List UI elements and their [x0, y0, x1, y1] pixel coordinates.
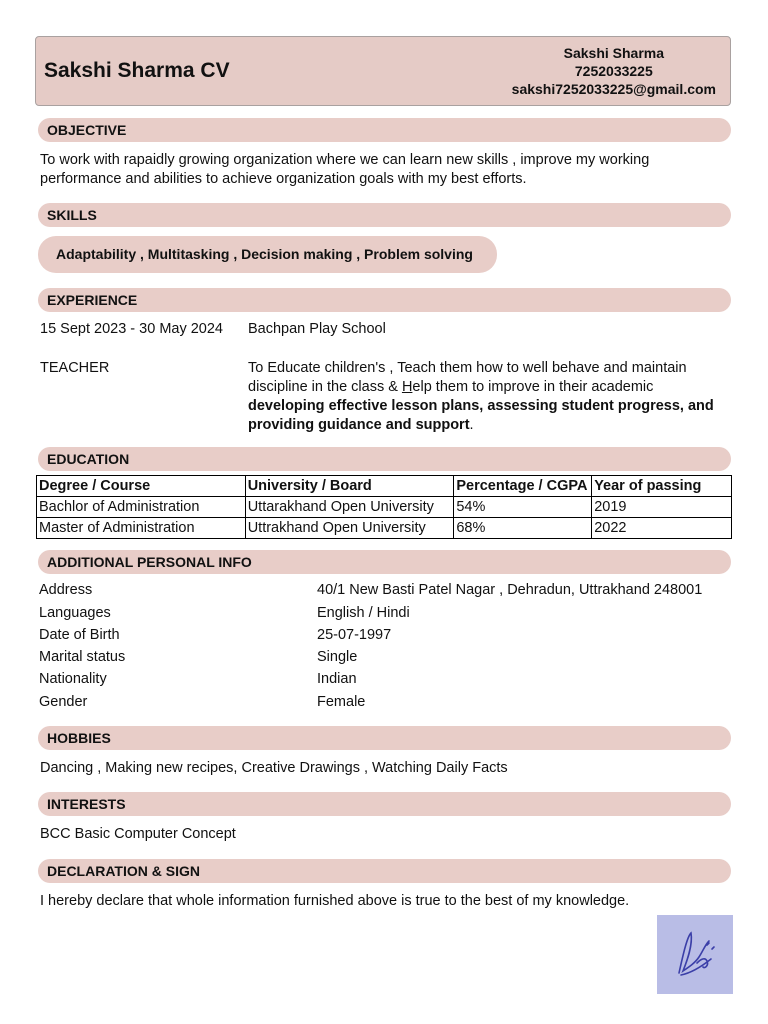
- personal-info-value: Female: [317, 694, 366, 710]
- education-header-row: [37, 476, 732, 497]
- personal-info-key: Gender: [39, 694, 88, 710]
- personal-info-value: 25-07-1997: [317, 627, 392, 643]
- section-experience-heading: EXPERIENCE: [38, 288, 731, 312]
- education-cell: 2022: [592, 518, 732, 539]
- cv-title: Sakshi Sharma CV: [44, 59, 230, 82]
- objective-line: performance and abilities to achieve organization goals with my best efforts.: [40, 171, 527, 187]
- experience-dates: 15 Sept 2023 - 30 May 2024: [40, 321, 223, 337]
- personal-info-key: Marital status: [39, 649, 126, 665]
- contact-email: sakshi7252033225@gmail.com: [511, 81, 716, 97]
- personal-info-key: Date of Birth: [39, 627, 120, 643]
- experience-company: Bachpan Play School: [248, 321, 386, 337]
- section-hobbies-heading: HOBBIES: [38, 726, 731, 750]
- desc-text: elp them to improve in their academic: [412, 379, 654, 395]
- desc-underlined-letter: H: [401, 379, 413, 395]
- personal-info-key: Nationality: [39, 671, 107, 687]
- experience-desc-bold-line: developing effective lesson plans, assessing student progress, and: [248, 398, 714, 414]
- section-interests-heading: INTERESTS: [38, 792, 731, 816]
- personal-info-row: [39, 649, 729, 671]
- interests-text: BCC Basic Computer Concept: [40, 826, 236, 842]
- personal-info-row: [39, 694, 729, 716]
- education-table: [36, 475, 732, 539]
- objective-text: [40, 151, 649, 189]
- personal-info-key: Address: [39, 582, 93, 598]
- section-personal-heading: ADDITIONAL PERSONAL INFO: [38, 550, 731, 574]
- objective-line: To work with rapaidly growing organization where we can learn new skills , improve my working: [40, 152, 650, 168]
- education-cell: 68%: [454, 518, 592, 539]
- section-declaration-heading: DECLARATION & SIGN: [38, 859, 731, 883]
- skills-list: Adaptability , Multitasking , Decision making , Problem solving: [38, 236, 497, 273]
- education-cell: Uttarakhand Open University: [245, 497, 454, 518]
- education-cell: Master of Administration: [37, 518, 246, 539]
- experience-desc-line: [248, 378, 728, 397]
- desc-text: discipline in the class &: [248, 379, 402, 395]
- education-col-header: University / Board: [245, 476, 454, 497]
- education-col-header: Degree / Course: [37, 476, 246, 497]
- personal-info-row: [39, 582, 729, 604]
- table-row: [37, 518, 732, 539]
- personal-info-row: [39, 605, 729, 627]
- hobbies-text: Dancing , Making new recipes, Creative Drawings , Watching Daily Facts: [40, 760, 508, 776]
- education-col-header: Year of passing: [592, 476, 732, 497]
- education-col-header: Percentage / CGPA: [454, 476, 592, 497]
- contact-name: Sakshi Sharma: [563, 45, 665, 61]
- table-row: [37, 497, 732, 518]
- declaration-text: I hereby declare that whole information furnished above is true to the best of my knowledge.: [40, 893, 630, 909]
- personal-info-key: Languages: [39, 605, 111, 621]
- desc-text: .: [469, 417, 474, 433]
- contact-phone: 7252033225: [574, 63, 653, 79]
- experience-desc-line: [248, 416, 728, 435]
- personal-info-value: English / Hindi: [317, 605, 410, 621]
- personal-info-value: 40/1 New Basti Patel Nagar , Dehradun, Uttrakhand 248001: [317, 582, 703, 598]
- section-education-heading: EDUCATION: [38, 447, 731, 471]
- education-cell: Bachlor of Administration: [37, 497, 246, 518]
- personal-info-row: [39, 671, 729, 693]
- experience-role: TEACHER: [40, 360, 110, 376]
- desc-bold-text: providing guidance and support: [248, 417, 470, 433]
- experience-desc-line: To Educate children's , Teach them how to well behave and maintain: [248, 360, 687, 376]
- contact-block: [512, 44, 716, 98]
- education-cell: 54%: [454, 497, 592, 518]
- education-cell: 2019: [592, 497, 732, 518]
- personal-info-value: Indian: [317, 671, 357, 687]
- section-skills-heading: SKILLS: [38, 203, 731, 227]
- section-objective-heading: OBJECTIVE: [38, 118, 731, 142]
- signature-scribble: [657, 915, 733, 994]
- education-cell: Uttrakhand Open University: [245, 518, 454, 539]
- signature-image: [657, 915, 733, 994]
- personal-info-value: Single: [317, 649, 358, 665]
- cv-header: [35, 36, 731, 106]
- personal-info-row: [39, 627, 729, 649]
- experience-description: [248, 359, 728, 435]
